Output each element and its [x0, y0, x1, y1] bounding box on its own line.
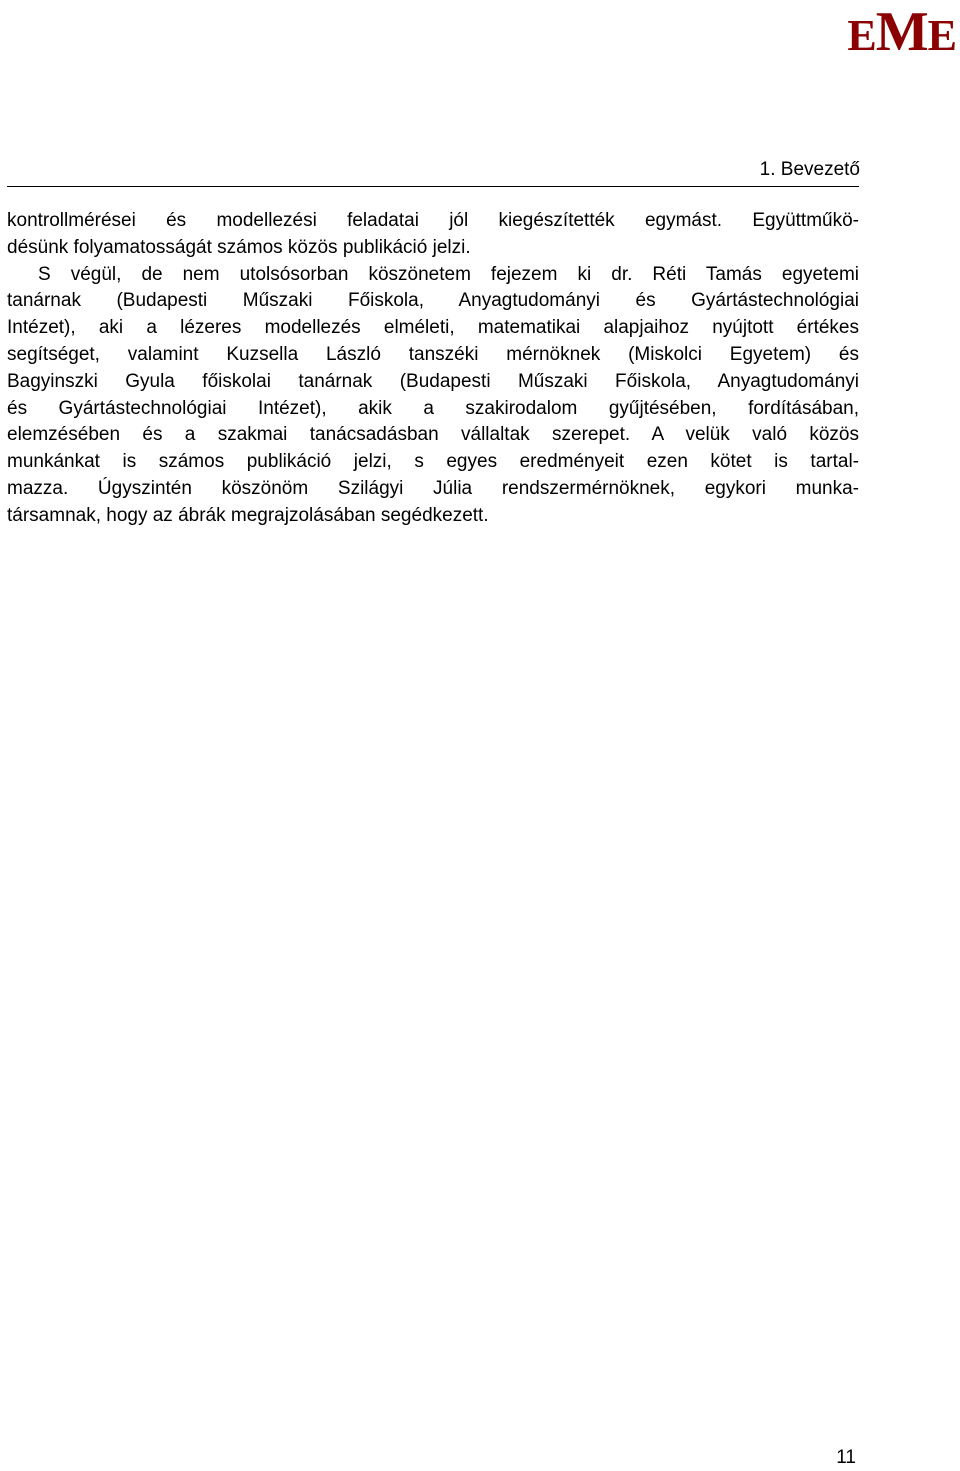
text-line: Intézet), aki a lézeres modellezés elméleti, matematikai alapjaihoz nyújtott értékes [7, 317, 859, 339]
text-line: elemzésében és a szakmai tanácsadásban vállaltak szerepet. A velük való közös [7, 424, 859, 446]
text-line: társamnak, hogy az ábrák megrajzolásában segédkezett. [7, 504, 489, 526]
text-line: S végül, de nem utolsósorban köszönetem fejezem ki dr. Réti Tamás egyetemi [38, 263, 859, 285]
text-line: désünk folyamatosságát számos közös publikáció jelzi. [7, 236, 471, 258]
logo-letter-m: M [875, 1, 928, 63]
text-line: Bagyinszki Gyula főiskolai tanárnak (Budapesti Műszaki Főiskola, Anyagtudományi [7, 370, 859, 392]
header-rule [7, 186, 859, 187]
text-line: tanárnak (Budapesti Műszaki Főiskola, Anyagtudományi és Gyártástechnológiai [7, 290, 859, 312]
page-number: 11 [836, 1447, 856, 1468]
logo-letter-e-second: E [927, 11, 956, 60]
text-line: mazza. Úgyszintén köszönöm Szilágyi Júlia rendszermérnöknek, egykori munka- [7, 477, 859, 499]
text-line: segítséget, valamint Kuzsella László tanszéki mérnöknek (Miskolci Egyetem) és [7, 343, 859, 365]
logo-letter-e-first: E [847, 11, 876, 60]
text-line: és Gyártástechnológiai Intézet), akik a szakirodalom gyűjtésében, fordításában, [7, 397, 859, 419]
text-line: kontrollmérései és modellezési feladatai jól kiegészítették egymást. Együttműkö- [7, 210, 859, 231]
body-paragraphs [7, 208, 859, 530]
publisher-logo [847, 1, 956, 63]
text-line: munkánkat is számos publikáció jelzi, s egyes eredményeit ezen kötet is tartal- [7, 451, 859, 473]
running-header-chapter: 1. Bevezető [759, 159, 860, 180]
